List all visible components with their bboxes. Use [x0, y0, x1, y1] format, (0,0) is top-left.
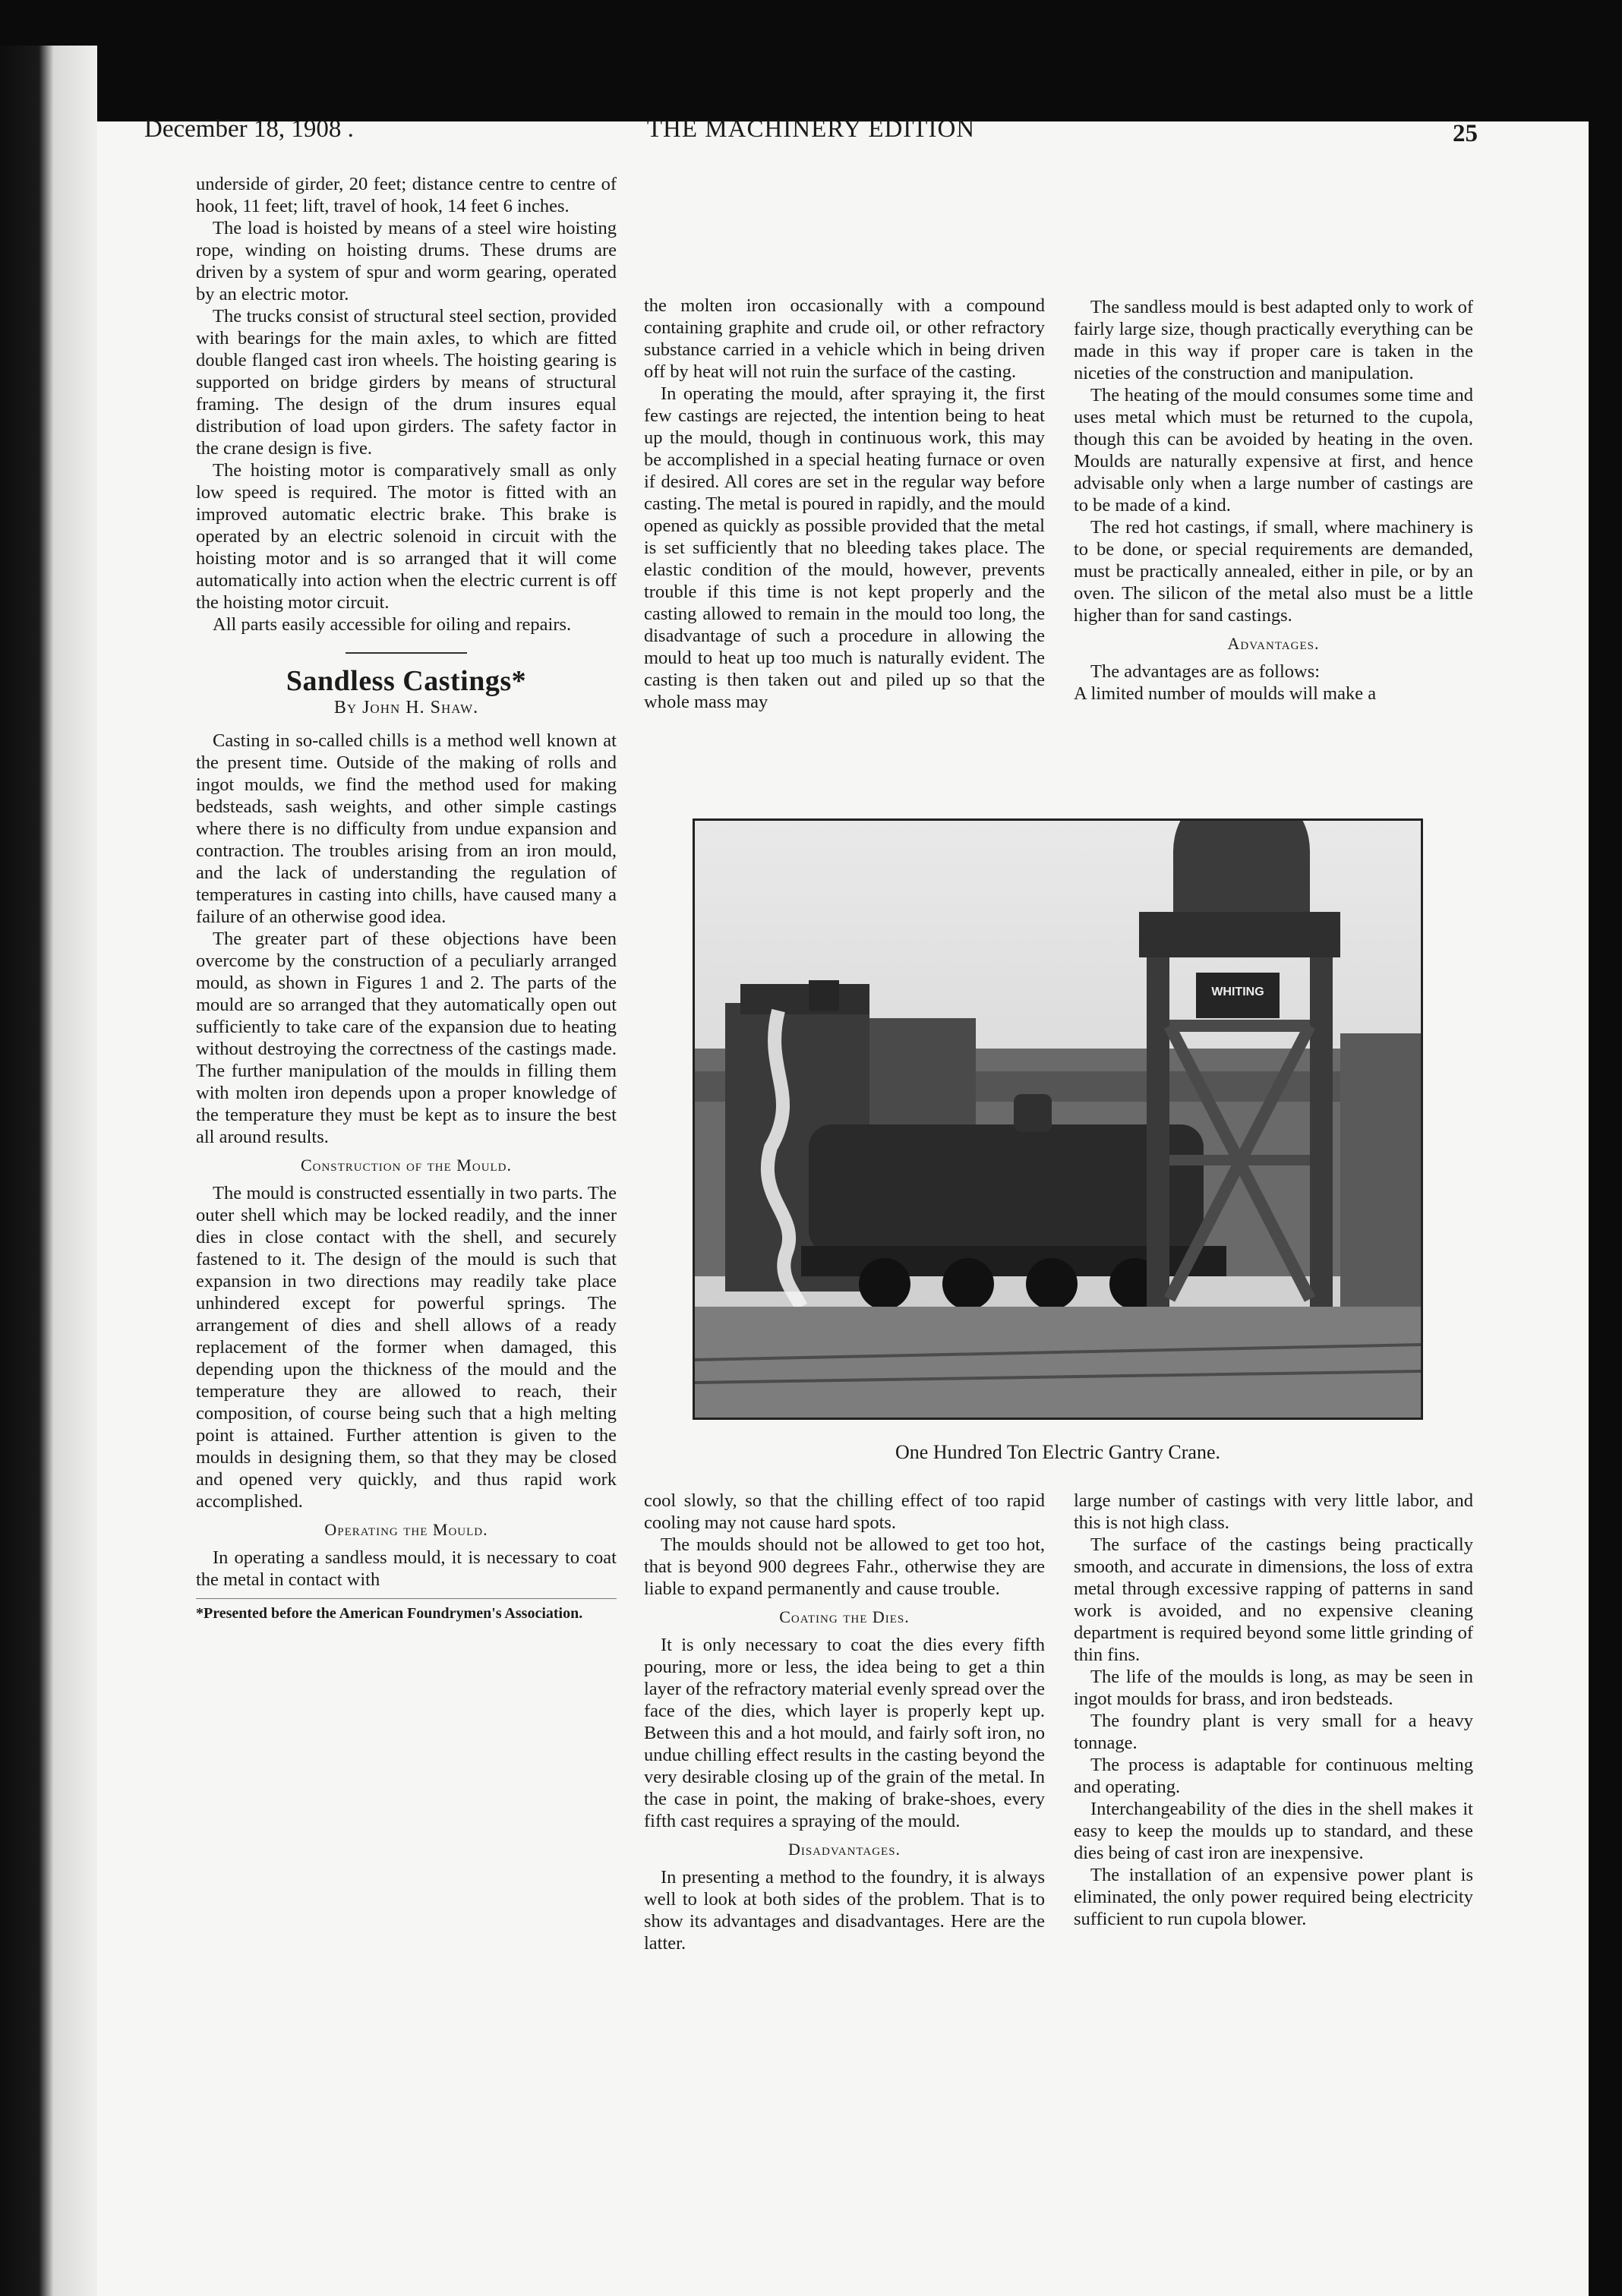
- article-title: Sandless Castings*: [286, 665, 527, 697]
- page-header: [144, 115, 1478, 161]
- subheading: Operating the Mould.: [324, 1520, 488, 1539]
- paragraph: The sandless mould is best adapted only to work of fairly large size, though practically everything can be made in this way if proper care is taken in the niceties of the construction and manipulation.: [1074, 297, 1473, 383]
- paragraph: Interchangeability of the dies in the shell makes it easy to keep the moulds up to standard, and these dies being of cast iron are inexpensive.: [1074, 1799, 1473, 1863]
- paragraph: In presenting a method to the foundry, it is always well to look at both sides of the problem. That is to show its advantages and disadvantages. Here are the latter.: [644, 1867, 1045, 1954]
- paragraph: In operating the mould, after spraying it, the first few castings are rejected, the intention being to heat up the mould, though in continuous work, this may be accomplished in a special heating furnace or oven if desired. All cores are set in the regular way before casting. The metal is poured in rapidly, and the mould opened as quickly as possible provided that the metal is set sufficiently that no bleeding takes place. The elastic condition of the mould, however, prevents trouble if this time is not kept properly and the casting allowed to remain in the mould too long, the disadvantage of such a procedure in allowing the mould to heat up too much is naturally evident. The casting is then taken out and piled up so that the whole mass may: [644, 383, 1045, 712]
- crane-sign: WHITING: [1211, 986, 1264, 998]
- paragraph: It is only necessary to coat the dies every fifth pouring, more or less, the idea being to get a thin layer of the refractory material evenly spread over the face of the dies, which layer is properly kept up. Between this and a hot mould, and fairly soft iron, no undue chilling effect results in the casting beyond the very desirable closing up of the grain of the metal. In the case in point, the making of brake-shoes, every fifth cast requires a spraying of the mould.: [644, 1635, 1045, 1831]
- paragraph: The load is hoisted by means of a steel wire hoisting rope, winding on hoisting drums. These drums are driven by a system of spur and worm gearing, operated by an electric motor.: [196, 218, 617, 304]
- article-byline: By John H. Shaw.: [333, 698, 479, 718]
- paragraph: In operating a sandless mould, it is necessary to coat the metal in contact with: [196, 1547, 617, 1590]
- paragraph: underside of girder, 20 feet; distance centre to centre of hook, 11 feet; lift, travel of hook, 14 feet 6 inches.: [196, 174, 617, 216]
- column-1: [196, 173, 617, 1623]
- paragraph: The heating of the mould consumes some time and uses metal which must be returned to the cupola, though this can be avoided by heating in the oven. Moulds are naturally expensive at first, and hence advisable only when a large number of castings are to be made of a kind.: [1074, 385, 1473, 516]
- paragraph: The mould is constructed essentially in two parts. The outer shell which may be locked readily, and the inner dies in close contact with the shell, and securely fastened to it. The design of the mould is such that expansion in two directions may readily take place unhindered except for powerful springs. The arrangement of dies and shell allows of a ready replacement of the former when damaged, this depending upon the thickness of the mould and the temperature they are allowed to reach, their composition, of course being such that a high melting point is attained. Further attention is given to the moulds in designing them, so that they may be closed and opened very quickly, and thus rapid work accomplished.: [196, 1183, 617, 1512]
- paragraph: The greater part of these objections have been overcome by the construction of a peculiarly arranged mould, as shown in Figures 1 and 2. The parts of the mould are so arranged that they automatically open out sufficiently to take care of the expansion due to heating without destroying the correctness of the castings made. The further manipulation of the moulds in filling them with molten iron depends upon a proper knowledge of the temperature they must be kept as to insure the best all around results.: [196, 929, 617, 1147]
- subheading: Disadvantages.: [787, 1840, 901, 1859]
- paragraph: Casting in so-called chills is a method well known at the present time. Outside of the making of rolls and ingot moulds, we find the method used for making bedsteads, sash weights, and other simple castings where there is no difficulty from undue expansion and contraction. The troubles arising from an iron mould, and the lack of understanding the regulation of temperatures in casting into chills, have caused many a failure of an otherwise good idea.: [196, 730, 617, 927]
- paragraph: The moulds should not be allowed to get too hot, that is beyond 900 degrees Fahr., otherwise they are liable to expand permanently and cause trouble.: [644, 1534, 1045, 1599]
- subheading: Coating the Dies.: [779, 1607, 910, 1626]
- paragraph: The surface of the castings being practically smooth, and accurate in dimensions, the loss of extra metal through excessive rapping of patterns in sand work is avoided, and no expensive cleaning department is required beyond some little grinding of thin fins.: [1074, 1534, 1473, 1665]
- paragraph: the molten iron occasionally with a compound containing graphite and crude oil, or other refractory substance carried in a vehicle which in being driven off by heat will not ruin the surface of the casting.: [644, 295, 1045, 382]
- paragraph: The process is adaptable for continuous melting and operating.: [1074, 1755, 1473, 1797]
- subheading: Construction of the Mould.: [300, 1156, 513, 1175]
- paragraph: The foundry plant is very small for a heavy tonnage.: [1074, 1711, 1473, 1753]
- paragraph: large number of castings with very little labor, and this is not high class.: [1074, 1490, 1473, 1533]
- paragraph: All parts easily accessible for oiling and repairs.: [213, 614, 572, 635]
- page-number: 25: [1453, 120, 1478, 147]
- paragraph: The advantages are as follows:: [1090, 661, 1321, 682]
- figure-caption: One Hundred Ton Electric Gantry Crane.: [895, 1441, 1220, 1463]
- paragraph: The installation of an expensive power plant is eliminated, the only power required being electricity sufficient to run cupola blower.: [1074, 1865, 1473, 1929]
- paragraph: The life of the moulds is long, as may be seen in ingot moulds for brass, and iron bedsteads.: [1074, 1667, 1473, 1709]
- issue-date: December 18, 1908 .: [144, 115, 354, 143]
- subheading: Advantages.: [1227, 634, 1320, 653]
- ground: [695, 1307, 1421, 1418]
- section-divider: [346, 652, 467, 654]
- side-building: [1340, 1033, 1421, 1307]
- column-3-upper: [1074, 296, 1473, 705]
- crane-illustration: [695, 821, 1421, 1418]
- column-2-upper: [644, 295, 1045, 713]
- gantry-crane-photo: [693, 818, 1423, 1420]
- paragraph: A limited number of moulds will make a: [1074, 683, 1377, 704]
- footnote: *Presented before the American Foundrymen's Association.: [196, 1598, 617, 1623]
- column-2-lower: [644, 1490, 1045, 1954]
- paragraph: The red hot castings, if small, where machinery is to be done, or special requirements are demanded, must be practically annealed, either in pile, or by an oven. The silicon of the metal also must be a little higher than for sand castings.: [1074, 517, 1473, 626]
- book-gutter: [0, 46, 97, 2296]
- publication-title: THE MACHINERY EDITION: [646, 115, 976, 143]
- column-3-lower: [1074, 1490, 1473, 1930]
- paragraph: cool slowly, so that the chilling effect of too rapid cooling may not cause hard spots.: [644, 1490, 1045, 1533]
- paragraph: The hoisting motor is comparatively small as only low speed is required. The motor is fitted with an improved automatic electric brake. This brake is operated by an electric solenoid in circuit with the hoisting motor and is so arranged that it will come automatically into action when the electric current is off the hoisting motor circuit.: [196, 460, 617, 613]
- paragraph: The trucks consist of structural steel section, provided with bearings for the main axles, to which are fitted double flanged cast iron wheels. The hoisting gearing is supported on bridge girders by means of structural framing. The design of the drum insures equal distribution of load upon girders. The safety factor in the crane design is five.: [196, 306, 617, 459]
